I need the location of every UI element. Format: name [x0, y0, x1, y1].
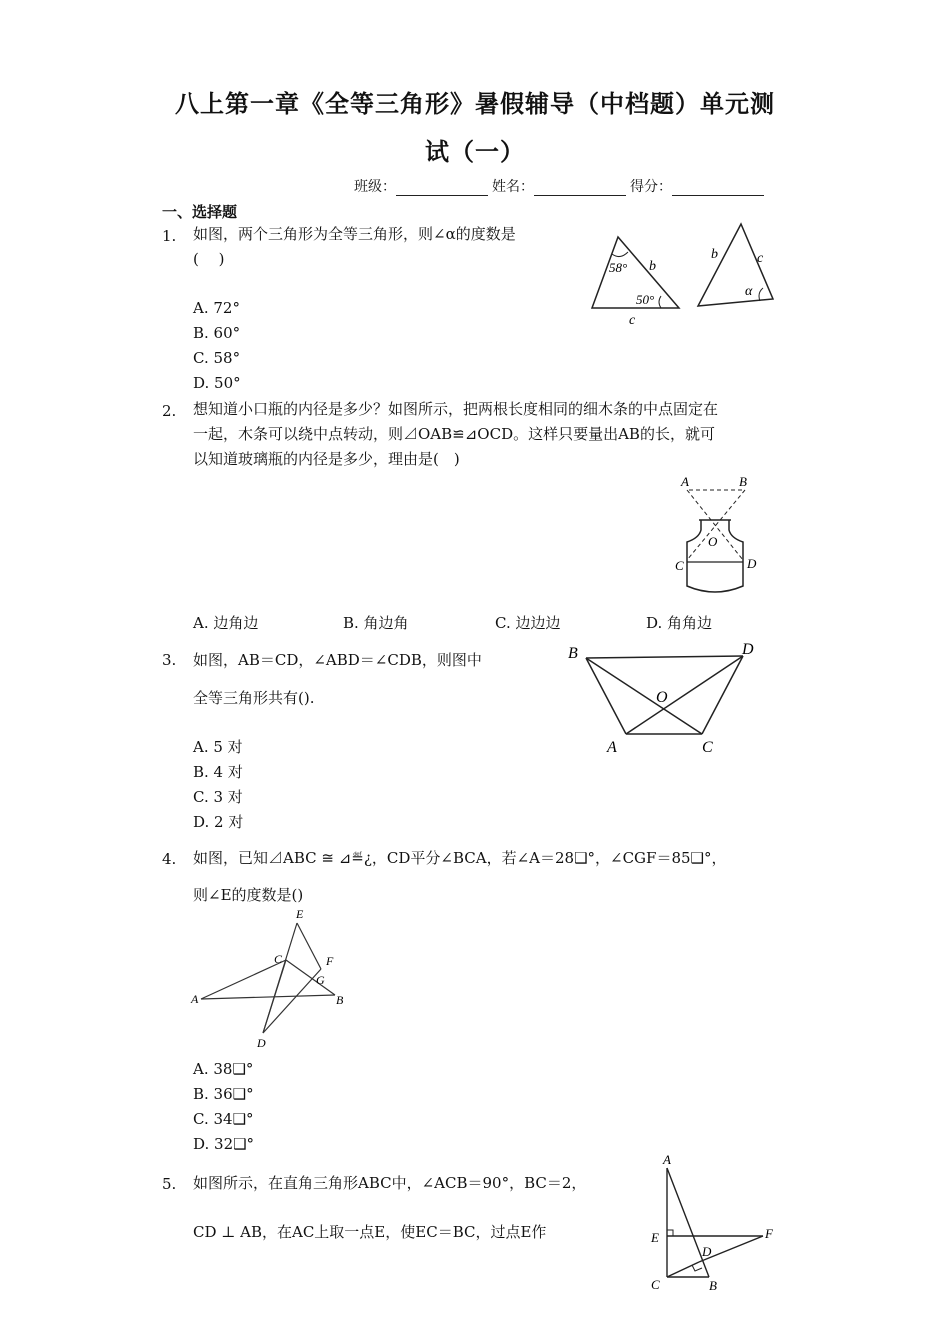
q4-label-f: F [326, 954, 334, 968]
q2-text-line2: 一起，木条可以绕中点转动，则⊿OAB≌⊿OCD。这样只要量出AB的长，就可 [193, 425, 715, 443]
name-label: 姓名： [492, 179, 534, 195]
q1-option-a[interactable]: A. 72° [193, 299, 240, 317]
q5-label-d: D [702, 1244, 712, 1259]
score-blank[interactable] [672, 181, 764, 196]
q2-text-line3: 以知道玻璃瓶的内径是多少，理由是( ) [193, 450, 460, 468]
q5-text-line1: 如图所示，在直角三角形ABC中，∠ACB＝90°，BC＝2， [193, 1174, 587, 1192]
q1-alpha-label: α [745, 284, 753, 299]
q5-label-b: B [709, 1278, 717, 1293]
q4-label-d: D [257, 1036, 266, 1050]
q1-number: 1. [162, 227, 177, 245]
q2-bottle-figure [665, 472, 765, 604]
q3-text-line1: 如图，AB＝CD，∠ABD＝∠CDB，则图中 [193, 651, 482, 669]
q5-label-f: F [765, 1226, 773, 1241]
q4-label-c: C [274, 952, 283, 966]
page-title-line2: 试（一） [425, 138, 525, 166]
q5-label-c: C [651, 1277, 660, 1292]
q4-text-line1: 如图，已知⊿ABC ≅ ⊿≝¿，CD平分∠BCA，若∠A＝28❑°，∠CGF＝85❑°， [193, 849, 727, 867]
q4-option-d[interactable]: D. 32❑° [193, 1135, 255, 1153]
q3-option-b[interactable]: B. 4 对 [193, 763, 243, 781]
q2-option-d[interactable]: D. 角角边 [646, 614, 713, 632]
q2-text-line1: 想知道小口瓶的内径是多少？如图所示，把两根长度相同的细木条的中点固定在 [193, 400, 719, 418]
q1-angle-58: 58° [609, 260, 628, 275]
q2-label-d: D [747, 556, 757, 571]
q1-side-c-left: c [629, 313, 636, 328]
q1-text-line1: 如图，两个三角形为全等三角形，则∠α的度数是 [193, 225, 516, 243]
q1-option-c[interactable]: C. 58° [193, 349, 241, 367]
q2-option-c[interactable]: C. 边边边 [495, 614, 561, 632]
q4-number: 4. [162, 850, 177, 868]
q3-number: 3. [162, 651, 177, 669]
q1-option-b[interactable]: B. 60° [193, 324, 241, 342]
q3-option-a[interactable]: A. 5 对 [193, 738, 243, 756]
q2-option-a[interactable]: A. 边角边 [193, 614, 259, 632]
q4-option-b[interactable]: B. 36❑° [193, 1085, 254, 1103]
class-blank[interactable] [396, 181, 488, 196]
q3-label-o: O [656, 689, 668, 706]
q2-label-a: A [681, 474, 689, 489]
page-title-line1: 八上第一章《全等三角形》暑假辅导（中档题）单元测 [175, 90, 775, 118]
score-label: 得分： [630, 179, 672, 195]
q4-option-a[interactable]: A. 38❑° [193, 1060, 254, 1078]
class-label: 班级： [354, 179, 396, 195]
q5-label-a: A [663, 1152, 671, 1167]
q5-figure [645, 1152, 785, 1294]
q4-label-a: A [191, 992, 199, 1006]
q3-option-d[interactable]: D. 2 对 [193, 813, 244, 831]
q3-label-c: C [702, 739, 713, 756]
q5-text-line2: CD ⊥ AB，在AC上取一点E，使EC＝BC，过点E作 [193, 1223, 547, 1241]
q4-text-line2: 则∠E的度数是() [193, 886, 304, 904]
q3-label-a: A [607, 739, 617, 756]
q1-figure [585, 222, 785, 330]
q3-label-d: D [742, 641, 754, 658]
q1-option-d[interactable]: D. 50° [193, 374, 241, 392]
q1-text-line2: ( ) [193, 250, 225, 268]
q4-figure [185, 905, 365, 1055]
q1-angle-50: 50° [636, 292, 655, 307]
q4-option-c[interactable]: C. 34❑° [193, 1110, 254, 1128]
q4-label-g: G [316, 973, 325, 987]
q5-label-e: E [651, 1230, 659, 1245]
q2-label-b: B [739, 474, 747, 489]
q1-side-c-right: c [757, 251, 764, 266]
student-info-line [354, 176, 768, 196]
q4-label-e: E [296, 907, 304, 921]
q3-text-line2: 全等三角形共有(). [193, 689, 315, 707]
q3-label-b: B [568, 645, 578, 662]
q3-figure [560, 636, 770, 760]
q3-option-c[interactable]: C. 3 对 [193, 788, 243, 806]
name-blank[interactable] [534, 181, 626, 196]
q4-label-b: B [336, 993, 344, 1007]
q1-side-b-left: b [649, 259, 656, 274]
q2-option-b[interactable]: B. 角边角 [343, 614, 409, 632]
q5-number: 5. [162, 1175, 177, 1193]
q2-label-o: O [708, 534, 718, 549]
q2-label-c: C [675, 558, 684, 573]
q1-side-b-right: b [711, 247, 718, 262]
section-heading: 一、选择题 [162, 203, 238, 221]
q2-number: 2. [162, 402, 177, 420]
